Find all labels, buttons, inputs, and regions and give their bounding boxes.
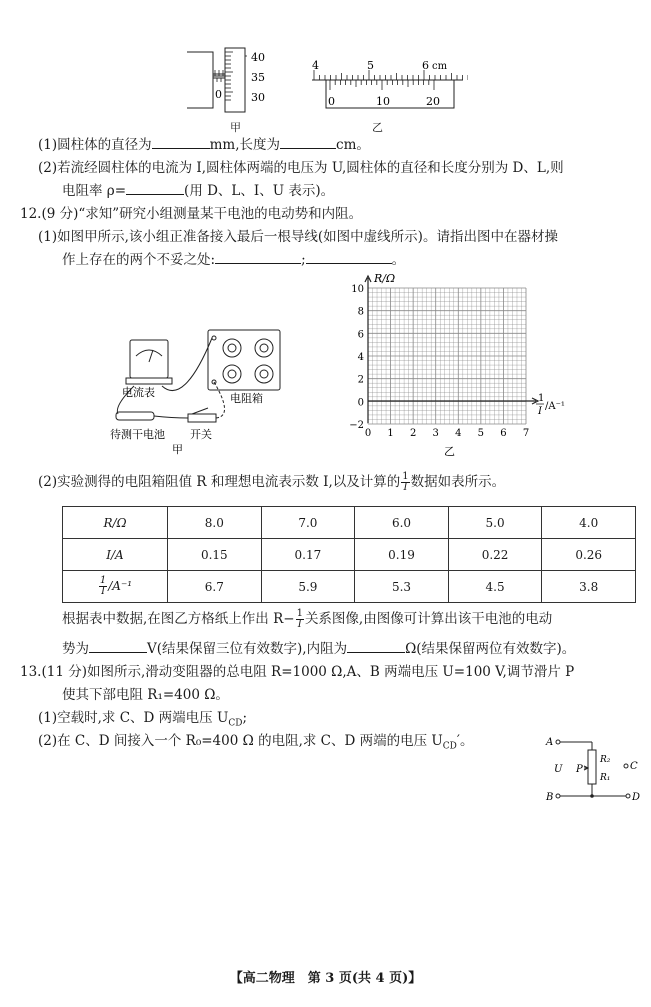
q11-part1 <box>38 136 370 154</box>
ammeter-dial <box>136 350 162 356</box>
caliper-main-label-5: 5 <box>367 59 374 72</box>
q13-line3 <box>38 709 247 733</box>
q13-line4 <box>38 732 473 756</box>
caliper-main-label-6: 6 <box>422 59 429 72</box>
ammeter-body <box>130 340 168 378</box>
q13-line4-text: (2)在 C、D 间接入一个 R₀=400 Ω 的电阻,求 C、D 两端的电压 U <box>38 733 443 749</box>
table-row-header: R/Ω <box>63 507 168 539</box>
resistor-box-label: 电阻箱 <box>230 392 263 405</box>
micrometer-caption: 甲 <box>230 121 241 134</box>
q12-part2-frac-den: I <box>403 482 408 493</box>
y-tick-label: 10 <box>351 284 364 295</box>
q11-part1-text-b: mm,长度为 <box>209 137 281 153</box>
x-tick-label: 5 <box>477 428 485 439</box>
y-tick-label: 2 <box>357 374 364 386</box>
y-tick-labels <box>349 284 364 431</box>
ammeter-label: 电流表 <box>122 386 155 399</box>
caliper-vernier-label-10: 10 <box>376 95 390 108</box>
table-cell: 5.3 <box>355 571 449 603</box>
q13-line2: 使其下部电阻 R₁=400 Ω。 <box>62 687 229 703</box>
q12-after-line1 <box>62 609 552 630</box>
table-row <box>63 507 636 539</box>
micrometer-figure <box>185 46 285 124</box>
y-tick-label: 0 <box>357 397 364 409</box>
q13-line4-sub: CD <box>442 741 457 752</box>
q11-diameter-blank[interactable] <box>152 148 210 149</box>
q12-after-line2 <box>62 640 575 658</box>
y-tick-label: 4 <box>357 352 364 363</box>
q11-part1-text-c: cm。 <box>336 137 370 153</box>
potentiometer-circuit <box>540 730 640 806</box>
q12-part1-line1: (1)如图甲所示,该小组正准备接入最后一根导线(如图中虚线所示)。请指出图中在器材操 <box>38 229 558 245</box>
terminal-b-label: B <box>546 792 554 803</box>
micrometer-label-30: 30 <box>251 91 265 104</box>
terminal-d-label: D <box>632 792 640 803</box>
q12-after2-text-a: 势为 <box>62 641 89 657</box>
table-cell: 0.15 <box>168 539 262 571</box>
q12-after-text-a: 根据表中数据,在图乙方格纸上作出 R− <box>62 611 295 627</box>
q11-part2-text-b: (用 D、L、I、U 表示)。 <box>184 183 335 199</box>
y-tick-label: 6 <box>357 329 364 341</box>
q12-part1-text-b: ; <box>301 252 306 268</box>
x-tick-labels <box>365 428 529 439</box>
table-cell: 6.7 <box>168 571 262 603</box>
switch-label: 开关 <box>190 428 212 441</box>
caliper-main-label-4: 4 <box>312 59 319 72</box>
q13-line1: 13.(11 分)如图所示,滑动变阻器的总电阻 R=1000 Ω,A、B 两端电压 U=100 V,调节滑片 P <box>20 664 575 680</box>
x-axis-frac-den: I <box>538 406 542 417</box>
table-cell: 7.0 <box>261 507 355 539</box>
x-tick-label: 0 <box>364 428 372 439</box>
r1-label: R₁ <box>600 773 611 783</box>
q12-after-frac-den: I <box>297 619 302 630</box>
table-row <box>63 539 636 571</box>
r2-label: R₂ <box>600 755 611 765</box>
caliper-caption: 乙 <box>372 121 383 134</box>
x-tick-label: 3 <box>432 428 439 439</box>
battery-body <box>116 412 154 420</box>
table-cell: 0.19 <box>355 539 449 571</box>
caliper-unit-label: cm <box>432 61 448 72</box>
table-cell: 8.0 <box>168 507 262 539</box>
battery-circuit-figure <box>104 326 330 456</box>
table-frac-den: I <box>101 586 106 597</box>
q11-resistivity-blank[interactable] <box>126 194 184 195</box>
terminal-a-label: A <box>546 737 554 748</box>
micrometer-label-40: 40 <box>251 51 265 64</box>
q12-part2-text-a: (2)实验测得的电阻箱阻值 R 和理想电流表示数 I,以及计算的 <box>38 474 401 490</box>
q12-part1-text-c: 。 <box>391 252 406 268</box>
q11-length-blank[interactable] <box>280 148 336 149</box>
table-cell: 6.0 <box>355 507 449 539</box>
q13-line3-sub: CD <box>228 718 243 729</box>
micrometer-zero-label: 0 <box>215 88 222 101</box>
y-axis-label: R/Ω <box>374 272 396 285</box>
x-tick-label: 1 <box>387 428 394 439</box>
grid-lines <box>368 288 526 424</box>
table-cell: 4.5 <box>448 571 542 603</box>
table-cell: 0.17 <box>261 539 355 571</box>
x-axis-frac-num: 1 <box>538 393 545 404</box>
terminal-c-label: C <box>630 761 638 772</box>
table-row-header-unit: /A⁻¹ <box>108 579 133 593</box>
rheostat <box>588 750 596 784</box>
slider-p-label: P <box>576 764 583 775</box>
q12-emf-blank[interactable] <box>89 652 147 653</box>
q12-after-frac-num: 1 <box>296 608 303 619</box>
caliper-vernier-ticks <box>330 80 434 90</box>
table-row <box>63 571 636 603</box>
circuit-caption: 甲 <box>172 443 183 456</box>
q12-after2-text-b: V(结果保留三位有效数字),内阻为 <box>147 641 348 657</box>
q12-part1-line2 <box>62 251 405 269</box>
switch-body <box>188 414 216 422</box>
q12-header: 12.(9 分)“求知”研究小组测量某干电池的电动势和内阻。 <box>20 206 363 222</box>
q12-issue2-blank[interactable] <box>306 263 392 264</box>
q12-after-text-b: 关系图像,由图像可计算出该干电池的电动 <box>304 611 553 627</box>
table-cell: 5.9 <box>261 571 355 603</box>
q12-part2-frac-num: 1 <box>402 471 409 482</box>
page-footer: 【高二物理 第 3 页(共 4 页)】 <box>229 971 422 986</box>
micrometer-label-35: 35 <box>251 71 265 84</box>
grid-caption: 乙 <box>444 445 455 458</box>
x-tick-label: 6 <box>500 428 507 439</box>
table-cell: 0.26 <box>542 539 636 571</box>
q12-part1-text-a: 作上存在的两个不妥之处: <box>62 252 216 268</box>
table-cell: 0.22 <box>448 539 542 571</box>
table-cell: 3.8 <box>542 571 636 603</box>
x-axis-unit: /A⁻¹ <box>545 401 565 412</box>
measurement-table <box>62 506 636 603</box>
caliper-vernier-label-20: 20 <box>426 95 440 108</box>
y-tick-label: −2 <box>349 420 364 431</box>
battery-label: 待测干电池 <box>110 428 165 441</box>
q11-part1-text-a: (1)圆柱体的直径为 <box>38 137 152 153</box>
q12-part2 <box>38 472 505 493</box>
q13-line3-text: (1)空载时,求 C、D 两端电压 U <box>38 710 229 726</box>
r-vs-inverse-i-grid <box>346 268 572 460</box>
table-row-header <box>63 571 168 603</box>
q12-part2-text-b: 数据如表所示。 <box>410 474 506 490</box>
table-frac-num: 1 <box>99 575 107 586</box>
y-tick-label: 8 <box>357 306 364 318</box>
table-cell: 4.0 <box>542 507 636 539</box>
q11-part2-line1: (2)若流经圆柱体的电流为 I,圆柱体两端的电压为 U,圆柱体的直径和长度分别为 D、L,则 <box>38 160 564 176</box>
x-tick-label: 4 <box>455 428 462 439</box>
q12-internal-resistance-blank[interactable] <box>347 652 405 653</box>
x-tick-label: 7 <box>522 428 530 439</box>
caliper-figure <box>308 58 468 116</box>
caliper-vernier-label-0: 0 <box>328 95 335 108</box>
table-row-header: I/A <box>63 539 168 571</box>
q13-line3-end: ; <box>242 710 247 726</box>
q11-part2-text-a: 电阻率 ρ= <box>62 183 127 199</box>
voltage-u-label: U <box>554 764 563 775</box>
table-cell: 5.0 <box>448 507 542 539</box>
x-tick-label: 2 <box>409 428 417 439</box>
q11-part2-line2 <box>62 182 334 200</box>
q12-after2-text-c: Ω(结果保留两位有效数字)。 <box>405 641 576 657</box>
q13-line4-end: ′。 <box>456 733 474 749</box>
q12-issue1-blank[interactable] <box>215 263 301 264</box>
